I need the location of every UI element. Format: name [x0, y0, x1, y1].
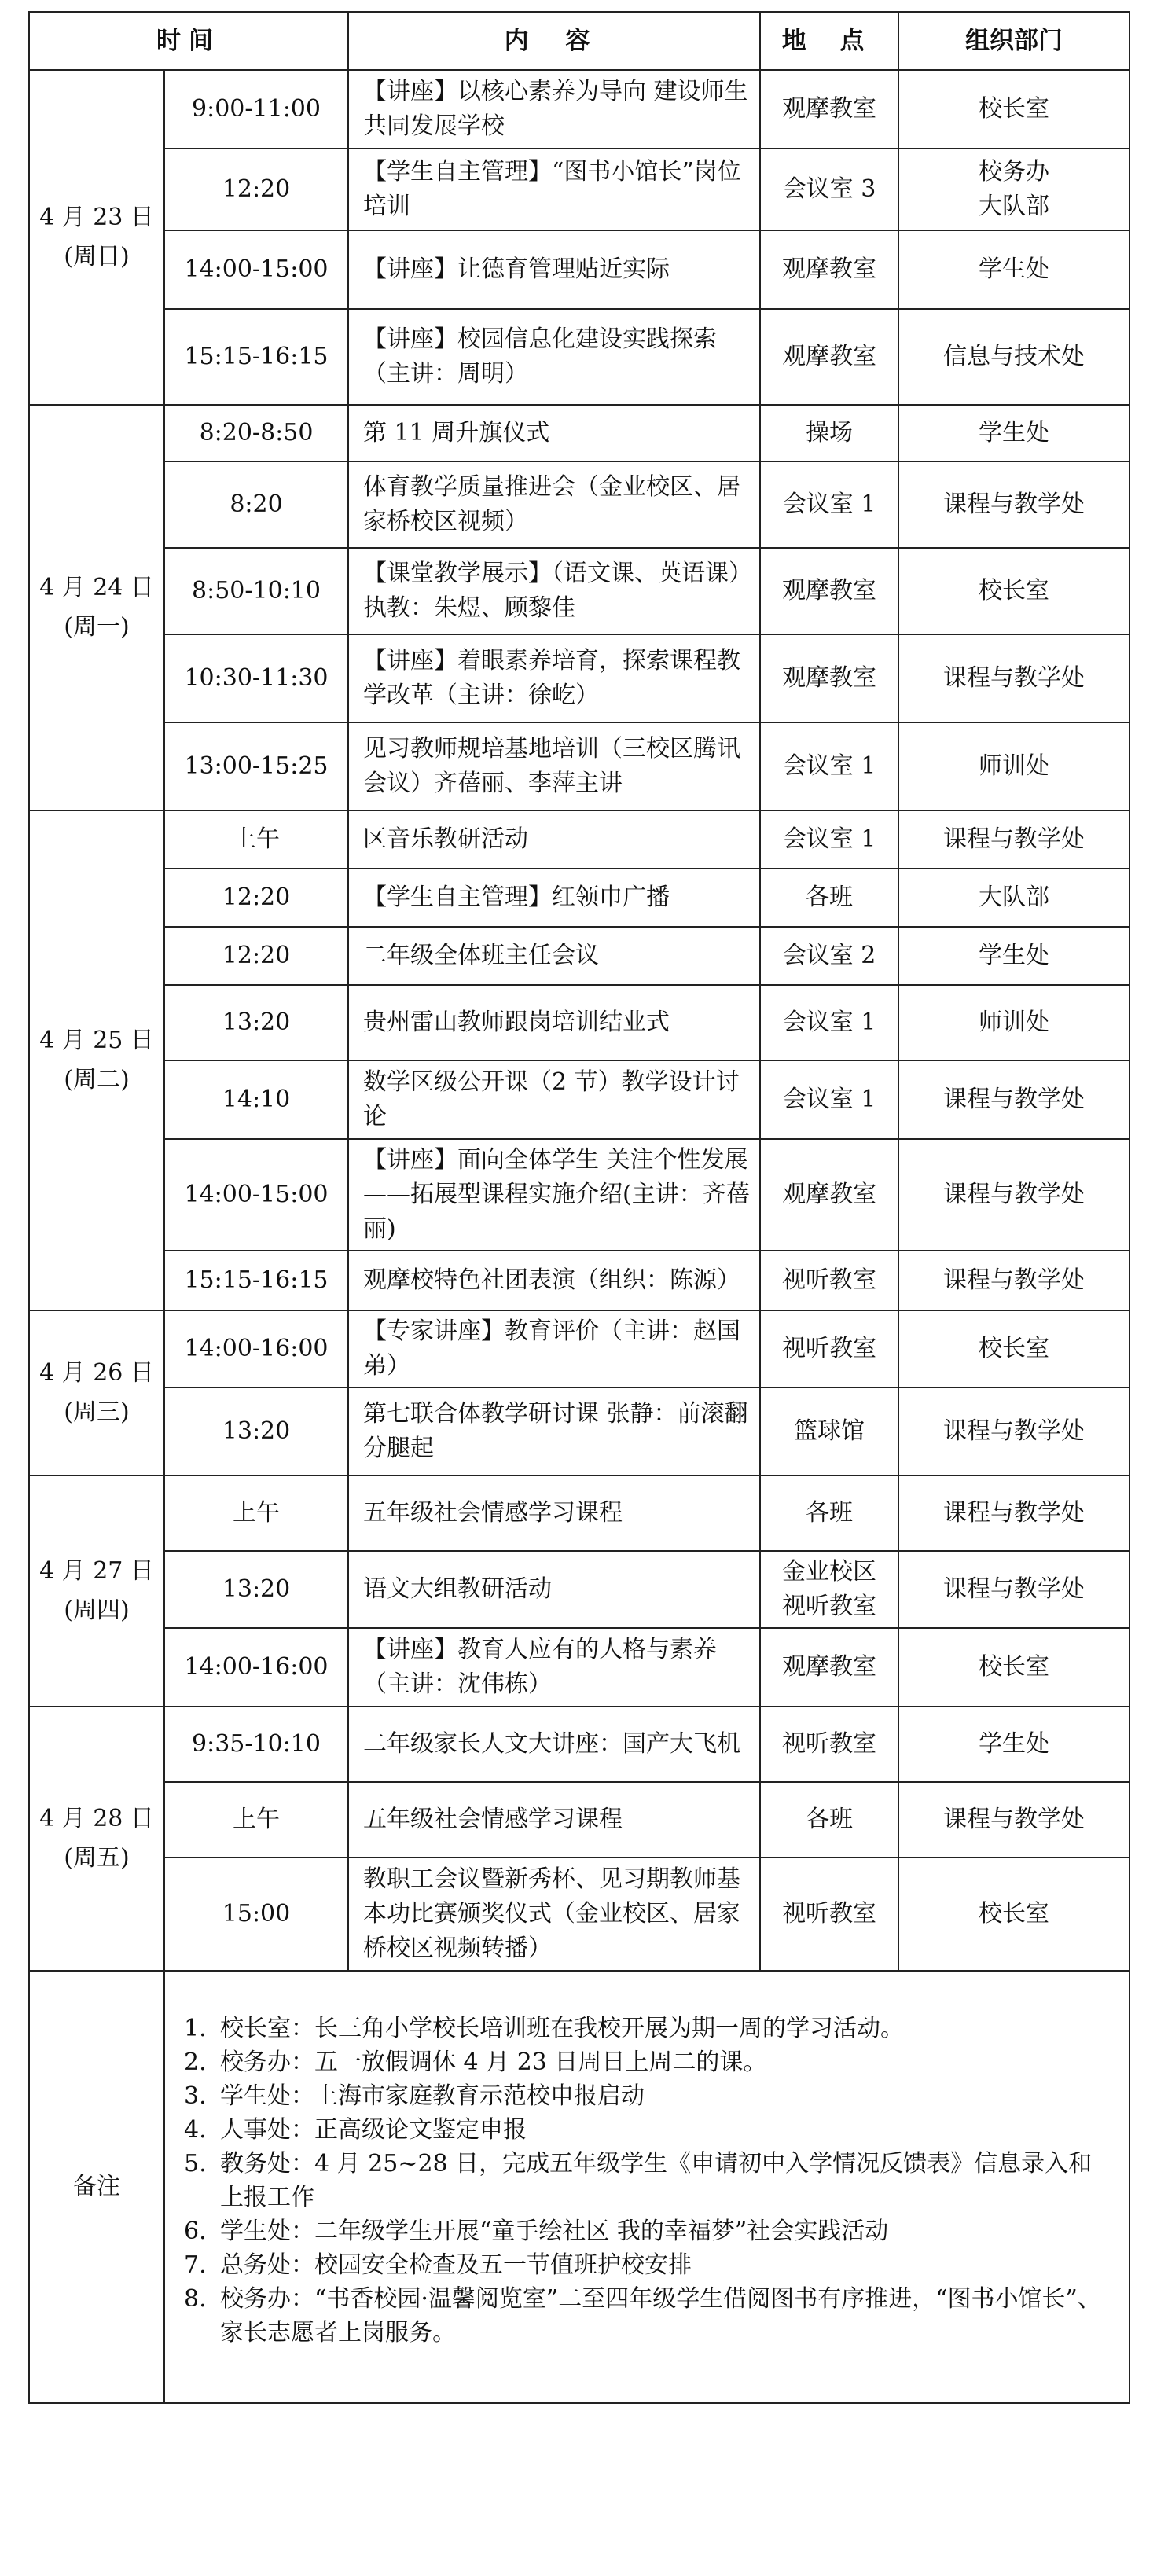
- schedule-row: [29, 1310, 1129, 1387]
- dept-cell: 课程与教学处: [898, 1782, 1129, 1858]
- content-cell: 【讲座】面向全体学生 关注个性发展——拓展型课程实施介绍(主讲：齐蓓丽): [348, 1139, 760, 1251]
- schedule-row: [29, 461, 1129, 548]
- note-item: [184, 2113, 1110, 2147]
- day-date: 4 月 26 日: [39, 1359, 154, 1387]
- note-number: 2.: [184, 2049, 207, 2076]
- schedule-row: [29, 869, 1129, 927]
- content-cell: 【讲座】着眼素养培育，探索课程教学改革（主讲：徐屹）: [348, 634, 760, 722]
- time-cell: 14:00-16:00: [164, 1628, 348, 1707]
- place-cell: 视听教室: [760, 1310, 898, 1387]
- time-cell: 12:20: [164, 869, 348, 927]
- note-item: [184, 2282, 1110, 2350]
- dept-cell: 校长室: [898, 1858, 1129, 1971]
- place-cell: 观摩教室: [760, 309, 898, 405]
- time-cell: 8:20: [164, 461, 348, 548]
- place-cell: 会议室 2: [760, 927, 898, 985]
- note-item: [184, 2012, 1110, 2045]
- time-cell: 14:00-15:00: [164, 1139, 348, 1251]
- dept-cell: 学生处: [898, 230, 1129, 309]
- place-cell: 各班: [760, 1475, 898, 1551]
- schedule-row: [29, 810, 1129, 869]
- place-cell: 会议室 3: [760, 149, 898, 230]
- place-cell: 操场: [760, 405, 898, 461]
- dept-cell: 校长室: [898, 1628, 1129, 1707]
- day-cell: [29, 1707, 164, 1971]
- schedule-row: [29, 1060, 1129, 1139]
- place-cell: 视听教室: [760, 1707, 898, 1782]
- place-cell: 会议室 1: [760, 810, 898, 869]
- time-cell: 15:15-16:15: [164, 1251, 348, 1310]
- place-cell: [760, 1551, 898, 1628]
- note-number: 8.: [184, 2285, 207, 2313]
- content-cell: 【讲座】教育人应有的人格与素养（主讲：沈伟栋）: [348, 1628, 760, 1707]
- day-weekday: (周二): [64, 1066, 130, 1093]
- schedule-body: [29, 70, 1129, 1971]
- schedule-row: [29, 1858, 1129, 1971]
- note-number: 6.: [184, 2218, 207, 2245]
- place-cell: 各班: [760, 1782, 898, 1858]
- content-cell: 二年级家长人文大讲座：国产大飞机: [348, 1707, 760, 1782]
- content-cell: 区音乐教研活动: [348, 810, 760, 869]
- day-weekday: (周日): [64, 243, 130, 270]
- dept-cell: [898, 149, 1129, 230]
- note-text: 校务办：五一放假调休 4 月 23 日周日上周二的课。: [220, 2049, 767, 2076]
- content-cell: 体育教学质量推进会（金业校区、居家桥校区视频）: [348, 461, 760, 548]
- note-text: 学生处：二年级学生开展“童手绘社区 我的幸福梦”社会实践活动: [220, 2218, 889, 2245]
- time-cell: 15:00: [164, 1858, 348, 1971]
- schedule-row: [29, 1251, 1129, 1310]
- schedule-row: [29, 722, 1129, 810]
- schedule-row: [29, 548, 1129, 634]
- day-date: 4 月 27 日: [39, 1557, 154, 1585]
- day-date: 4 月 24 日: [39, 574, 154, 601]
- schedule-row: [29, 1707, 1129, 1782]
- day-cell: [29, 1475, 164, 1707]
- notes-cell: [164, 1971, 1129, 2403]
- note-text: 人事处：正高级论文鉴定申报: [220, 2116, 527, 2144]
- time-cell: 13:20: [164, 1387, 348, 1475]
- day-date: 4 月 25 日: [39, 1027, 154, 1054]
- dept-cell-line: 校务办: [979, 158, 1049, 186]
- content-cell: 贵州雷山教师跟岗培训结业式: [348, 985, 760, 1060]
- note-text: 校务办：“书香校园·温馨阅览室”二至四年级学生借阅图书有序推进，“图书小馆长”、家长志愿者上岗服务。: [220, 2285, 1101, 2346]
- note-text: 校长室：长三角小学校长培训班在我校开展为期一周的学习活动。: [220, 2015, 904, 2042]
- content-cell: 【学生自主管理】红领巾广播: [348, 869, 760, 927]
- place-cell: 观摩教室: [760, 634, 898, 722]
- content-cell: 观摩校特色社团表演（组织：陈源）: [348, 1251, 760, 1310]
- content-cell: 二年级全体班主任会议: [348, 927, 760, 985]
- content-cell: 第七联合体教学研讨课 张静：前滚翻分腿起: [348, 1387, 760, 1475]
- header-dept: 组织部门: [898, 12, 1129, 70]
- dept-cell: 师训处: [898, 985, 1129, 1060]
- dept-cell: 信息与技术处: [898, 309, 1129, 405]
- place-cell: 会议室 1: [760, 722, 898, 810]
- dept-cell: 课程与教学处: [898, 1475, 1129, 1551]
- schedule-row: [29, 1139, 1129, 1251]
- note-item: [184, 2214, 1110, 2248]
- note-item: [184, 2045, 1110, 2079]
- place-cell: 各班: [760, 869, 898, 927]
- place-cell: 会议室 1: [760, 461, 898, 548]
- dept-cell: 学生处: [898, 1707, 1129, 1782]
- dept-cell: 课程与教学处: [898, 1060, 1129, 1139]
- time-cell: 14:00-15:00: [164, 230, 348, 309]
- schedule-row: [29, 309, 1129, 405]
- dept-cell: 课程与教学处: [898, 810, 1129, 869]
- dept-cell: 课程与教学处: [898, 1387, 1129, 1475]
- day-date: 4 月 28 日: [39, 1805, 154, 1832]
- time-cell: 9:35-10:10: [164, 1707, 348, 1782]
- time-cell: 13:20: [164, 1551, 348, 1628]
- time-cell: 8:50-10:10: [164, 548, 348, 634]
- dept-cell: 师训处: [898, 722, 1129, 810]
- content-cell: 五年级社会情感学习课程: [348, 1782, 760, 1858]
- note-text: 总务处：校园安全检查及五一节值班护校安排: [220, 2251, 692, 2279]
- dept-cell: 校长室: [898, 70, 1129, 149]
- dept-cell: 学生处: [898, 405, 1129, 461]
- day-cell: [29, 70, 164, 405]
- header-time: 时间: [29, 12, 348, 70]
- notes-list: [184, 2012, 1110, 2350]
- day-weekday: (周四): [64, 1597, 130, 1624]
- note-text: 教务处：4 月 25~28 日，完成五年级学生《申请初中入学情况反馈表》信息录入和上报工作: [220, 2150, 1093, 2211]
- place-cell: 会议室 1: [760, 1060, 898, 1139]
- schedule-row: [29, 927, 1129, 985]
- content-cell: 五年级社会情感学习课程: [348, 1475, 760, 1551]
- note-number: 1.: [184, 2015, 207, 2042]
- day-cell: [29, 405, 164, 810]
- day-weekday: (周五): [64, 1844, 130, 1872]
- schedule-row: [29, 634, 1129, 722]
- time-cell: 12:20: [164, 149, 348, 230]
- dept-cell-line: 大队部: [979, 193, 1049, 220]
- day-weekday: (周三): [64, 1398, 130, 1426]
- content-cell: 【课堂教学展示】（语文课、英语课）执教：朱煜、顾黎佳: [348, 548, 760, 634]
- schedule-row: [29, 405, 1129, 461]
- time-cell: 10:30-11:30: [164, 634, 348, 722]
- note-item: [184, 2248, 1110, 2282]
- place-cell: 观摩教室: [760, 1628, 898, 1707]
- time-cell: 上午: [164, 1475, 348, 1551]
- content-cell: 【专家讲座】教育评价（主讲：赵国弟）: [348, 1310, 760, 1387]
- schedule-row: [29, 1551, 1129, 1628]
- schedule-row: [29, 70, 1129, 149]
- day-cell: [29, 810, 164, 1310]
- place-cell: 视听教室: [760, 1858, 898, 1971]
- notes-row: [29, 1971, 1129, 2403]
- place-cell: 篮球馆: [760, 1387, 898, 1475]
- place-cell: 会议室 1: [760, 985, 898, 1060]
- time-cell: 14:10: [164, 1060, 348, 1139]
- schedule-row: [29, 1628, 1129, 1707]
- place-cell: 观摩教室: [760, 1139, 898, 1251]
- place-cell: 观摩教室: [760, 70, 898, 149]
- content-cell: 【讲座】让德育管理贴近实际: [348, 230, 760, 309]
- note-number: 7.: [184, 2251, 207, 2279]
- place-cell: 观摩教室: [760, 548, 898, 634]
- content-cell: 【学生自主管理】“图书小馆长”岗位培训: [348, 149, 760, 230]
- schedule-row: [29, 1782, 1129, 1858]
- content-cell: 语文大组教研活动: [348, 1551, 760, 1628]
- content-cell: 见习教师规培基地培训（三校区腾讯会议）齐蓓丽、李萍主讲: [348, 722, 760, 810]
- dept-cell: 大队部: [898, 869, 1129, 927]
- time-cell: 13:20: [164, 985, 348, 1060]
- time-cell: 12:20: [164, 927, 348, 985]
- place-cell: 观摩教室: [760, 230, 898, 309]
- schedule-row: [29, 1387, 1129, 1475]
- dept-cell: 校长室: [898, 1310, 1129, 1387]
- note-item: [184, 2147, 1110, 2214]
- dept-cell: 课程与教学处: [898, 1551, 1129, 1628]
- schedule-row: [29, 149, 1129, 230]
- dept-cell: 校长室: [898, 548, 1129, 634]
- dept-cell: 课程与教学处: [898, 1139, 1129, 1251]
- place-cell-line: 金业校区: [782, 1558, 876, 1586]
- time-cell: 9:00-11:00: [164, 70, 348, 149]
- content-cell: 教职工会议暨新秀杯、见习期教师基本功比赛颁奖仪式（金业校区、居家桥校区视频转播）: [348, 1858, 760, 1971]
- day-date: 4 月 23 日: [39, 204, 154, 231]
- place-cell: 视听教室: [760, 1251, 898, 1310]
- schedule-row: [29, 230, 1129, 309]
- content-cell: 【讲座】校园信息化建设实践探索（主讲：周明）: [348, 309, 760, 405]
- dept-cell: 课程与教学处: [898, 1251, 1129, 1310]
- time-cell: 13:00-15:25: [164, 722, 348, 810]
- time-cell: 15:15-16:15: [164, 309, 348, 405]
- dept-cell: 课程与教学处: [898, 461, 1129, 548]
- day-weekday: (周一): [64, 613, 130, 641]
- schedule-row: [29, 985, 1129, 1060]
- note-text: 学生处：上海市家庭教育示范校申报启动: [220, 2082, 645, 2110]
- note-number: 3.: [184, 2082, 207, 2110]
- schedule-table: [28, 11, 1130, 2404]
- content-cell: 数学区级公开课（2 节）教学设计讨论: [348, 1060, 760, 1139]
- note-number: 4.: [184, 2116, 207, 2144]
- notes-label: 备注: [29, 1971, 164, 2403]
- content-cell: 第 11 周升旗仪式: [348, 405, 760, 461]
- day-cell: [29, 1310, 164, 1475]
- schedule-document: [28, 11, 1129, 2404]
- header-row: [29, 12, 1129, 70]
- time-cell: 14:00-16:00: [164, 1310, 348, 1387]
- note-item: [184, 2079, 1110, 2113]
- dept-cell: 学生处: [898, 927, 1129, 985]
- place-cell-line: 视听教室: [782, 1593, 876, 1620]
- header-content: 内 容: [348, 12, 760, 70]
- content-cell: 【讲座】以核心素养为导向 建设师生共同发展学校: [348, 70, 760, 149]
- note-number: 5.: [184, 2150, 207, 2177]
- schedule-row: [29, 1475, 1129, 1551]
- time-cell: 上午: [164, 810, 348, 869]
- dept-cell: 课程与教学处: [898, 634, 1129, 722]
- time-cell: 上午: [164, 1782, 348, 1858]
- header-place: 地 点: [760, 12, 898, 70]
- time-cell: 8:20-8:50: [164, 405, 348, 461]
